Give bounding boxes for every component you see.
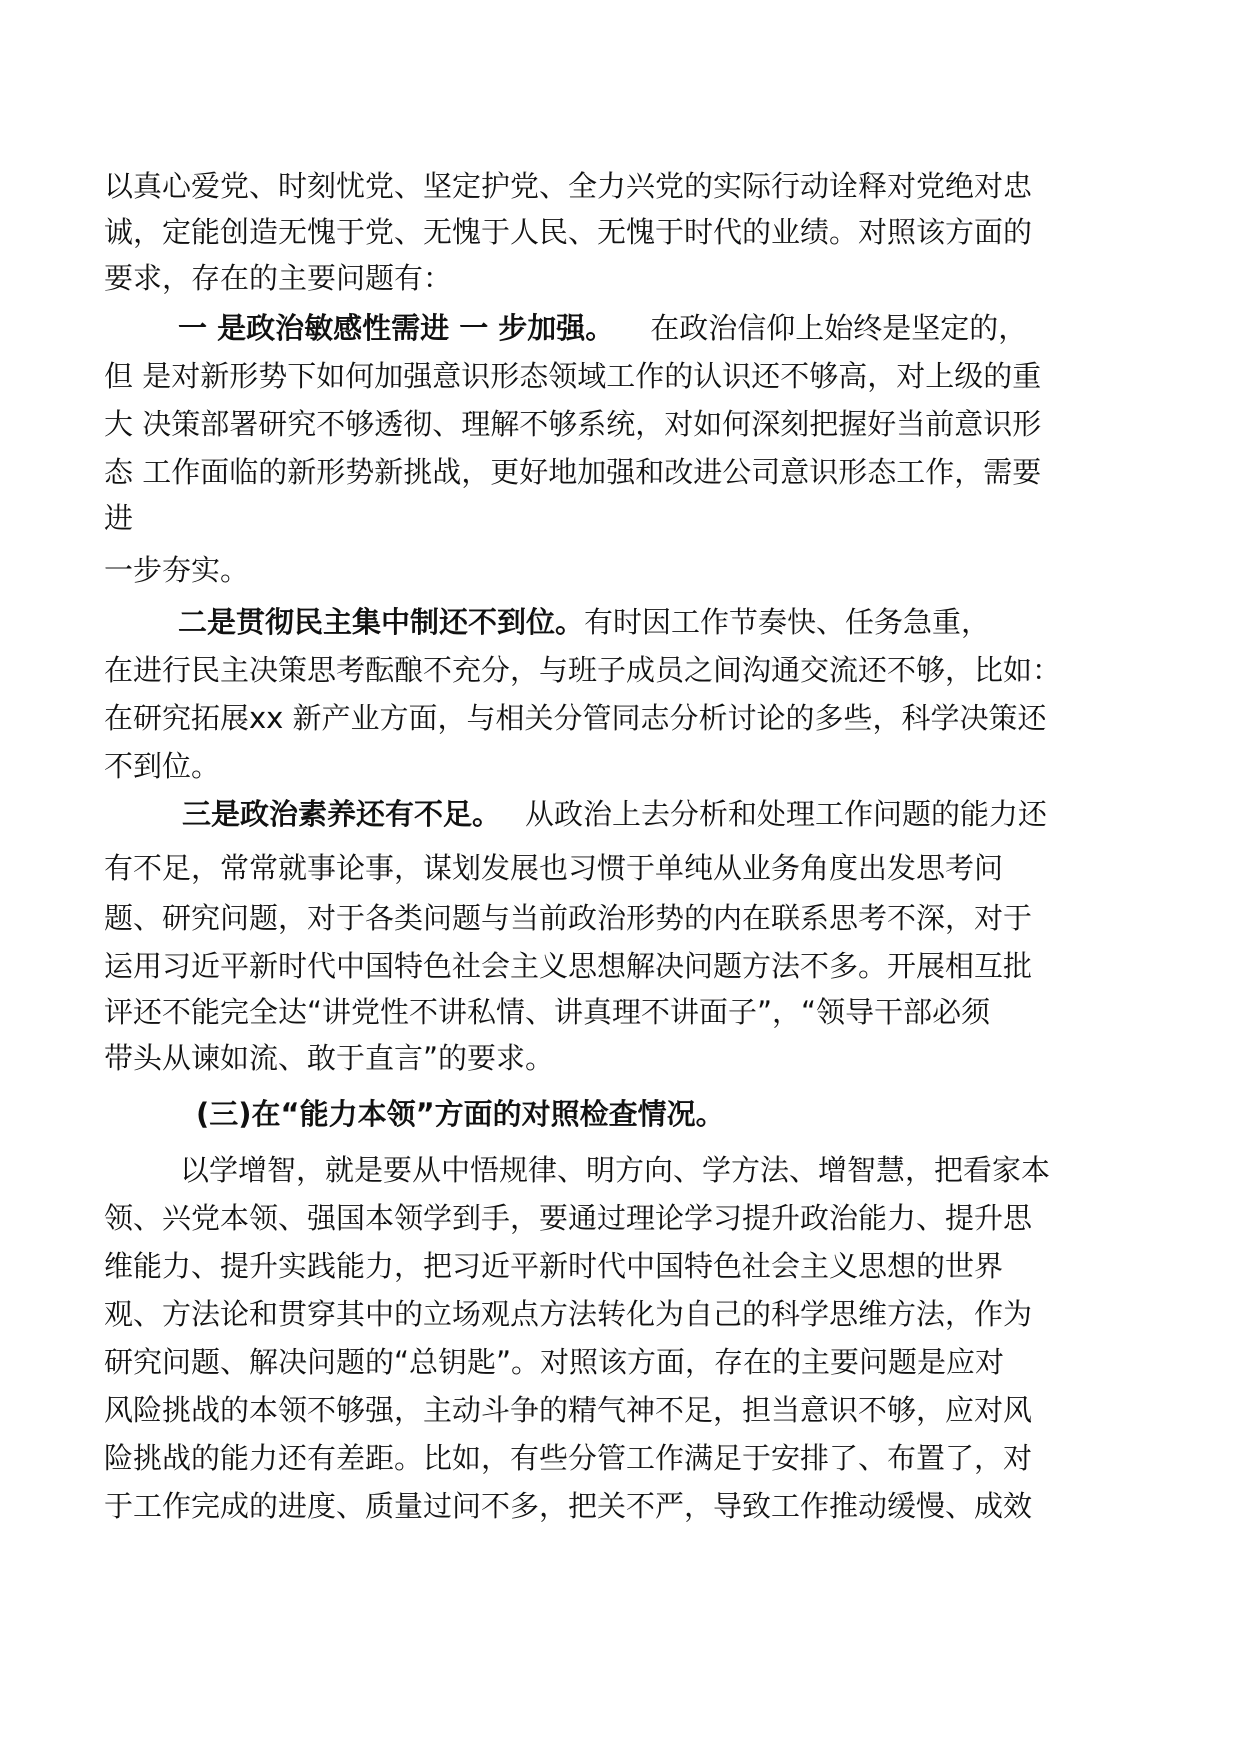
text-line: 维能力、提升实践能力，把习近平新时代中国特色社会主义思想的世界 — [104, 1249, 1004, 1283]
text-line — [178, 310, 1027, 346]
text-line: 研究问题、解决问题的“总钥匙”。对照该方面，存在的主要问题是应对 — [104, 1345, 1005, 1379]
issue-heading-1: 一 是政治敏感性需进 一 步加强。 — [178, 311, 615, 345]
text-line: 在进行民主决策思考酝酿不充分，与班子成员之间沟通交流还不够，比如： — [104, 653, 1062, 687]
text-run: 在政治信仰上始终是坚定的， — [650, 311, 1028, 345]
text-line: 运用习近平新时代中国特色社会主义思想解决问题方法不多。开展相互批 — [104, 949, 1033, 983]
text-line: 有不足，常常就事论事，谋划发展也习惯于单纯从业务角度出发思考问 — [104, 851, 1004, 885]
text-line: 态 工作面临的新形势新挑战，更好地加强和改进公司意识形态工作，需要 — [104, 455, 1042, 489]
text-line: 观、方法论和贯穿其中的立场观点方法转化为自己的科学思维方法，作为 — [104, 1297, 1033, 1331]
text-line: 于工作完成的进度、质量过问不多，把关不严，导致工作推动缓慢、成效 — [104, 1489, 1033, 1523]
text-line: 以真心爱党、时刻忧党、坚定护党、全力兴党的实际行动诠释对党绝对忠 — [104, 169, 1033, 203]
text-line: 诚，定能创造无愧于党、无愧于人民、无愧于时代的业绩。对照该方面的 — [104, 215, 1033, 249]
text-line: 进 — [104, 501, 134, 535]
text-line: 风险挑战的本领不够强，主动斗争的精气神不足，担当意识不够，应对风 — [104, 1393, 1033, 1427]
text-line: 在研究拓展xx 新产业方面，与相关分管同志分析讨论的多些，科学决策还 — [104, 701, 1047, 735]
text-line: 大 决策部署研究不够透彻、理解不够系统，对如何深刻把握好当前意识形 — [104, 407, 1042, 441]
text-line: 不到位。 — [104, 749, 221, 783]
issue-heading-2: 二是贯彻民主集中制还不到位。 — [178, 605, 585, 639]
text-line: 题、研究问题，对于各类问题与当前政治形势的内在联系思考不深，对于 — [104, 901, 1033, 935]
text-line: 带头从谏如流、敢于直言”的要求。 — [104, 1041, 555, 1075]
text-line: 以学增智，就是要从中悟规律、明方向、学方法、增智慧，把看家本 — [180, 1153, 1051, 1187]
text-run: 从政治上去分析和处理工作问题的能力还 — [525, 797, 1048, 831]
issue-heading-3: 三是政治素养还有不足。 — [182, 797, 502, 831]
text-line: 领、兴党本领、强国本领学到手，要通过理论学习提升政治能力、提升思 — [104, 1201, 1033, 1235]
text-line — [182, 796, 1047, 832]
text-line: 评还不能完全达“讲党性不讲私情、讲真理不讲面子”，“领导干部必须 — [104, 995, 991, 1029]
text-line: 要求，存在的主要问题有： — [104, 261, 453, 295]
section-heading: (三)在“能力本领”方面的对照检查情况。 — [196, 1097, 725, 1131]
text-line: 但 是对新形势下如何加强意识形态领域工作的认识还不够高，对上级的重 — [104, 359, 1042, 393]
text-line: 一步夯实。 — [104, 553, 250, 587]
text-line: 险挑战的能力还有差距。比如，有些分管工作满足于安排了、布置了，对 — [104, 1441, 1033, 1475]
text-line — [178, 604, 990, 640]
text-run: 有时因工作节奏快、任务急重， — [584, 605, 991, 639]
